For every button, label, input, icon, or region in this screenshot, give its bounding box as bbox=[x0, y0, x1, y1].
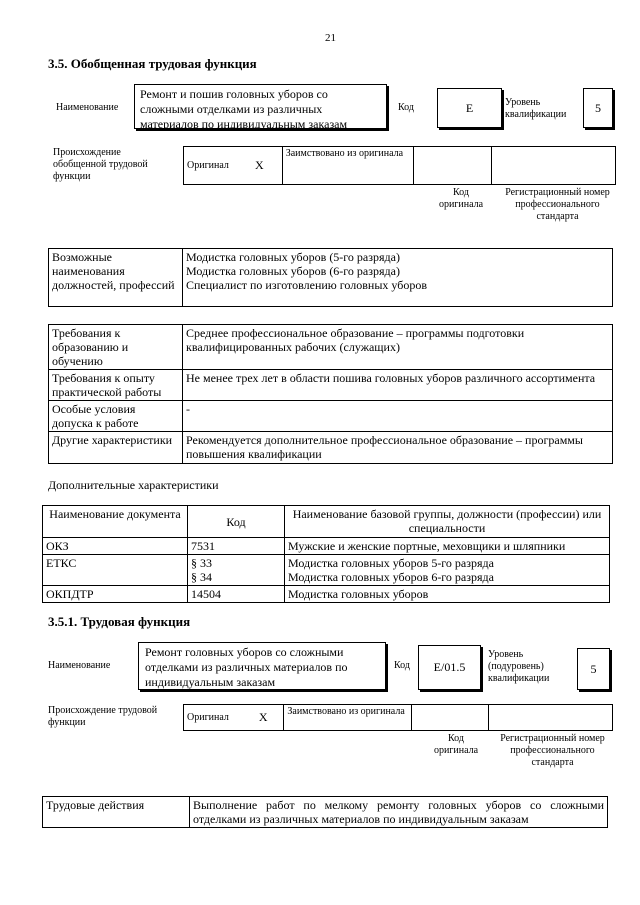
tf-original-label: Оригинал bbox=[184, 705, 256, 731]
position-item: Специалист по изготовлению головных уборов bbox=[186, 278, 427, 292]
row-code bbox=[188, 555, 285, 586]
code-value: E bbox=[437, 88, 502, 128]
table-row bbox=[43, 586, 610, 603]
row-name-item: Модистка головных уборов 6-го разряда bbox=[288, 570, 494, 584]
subsection-title: 3.5.1. Трудовая функция bbox=[48, 614, 191, 629]
tf-name-value: Ремонт головных уборов со сложными отделками из различных материалов по индивидуальным заказам bbox=[138, 642, 386, 690]
req-value-experience: Не менее трех лет в области пошива головных уборов различного ассортимента bbox=[183, 370, 613, 401]
actions-value: Выполнение работ по мелкому ремонту головных уборов со сложными отделками из различных материалов по индивидуальным заказам bbox=[190, 797, 608, 828]
header-name: Наименование базовой группы, должности (профессии) или специальности bbox=[285, 506, 610, 538]
name-value: Ремонт и пошив головных уборов со сложными отделками из различных материалов по индивидуальным заказам bbox=[134, 84, 387, 129]
row-name bbox=[285, 555, 610, 586]
tf-code-label: Код bbox=[394, 660, 410, 671]
positions-label: Возможные наименования должностей, профессий bbox=[49, 249, 183, 307]
req-value-conditions: - bbox=[183, 401, 613, 432]
tf-code-value: E/01.5 bbox=[418, 645, 481, 690]
row-code: 7531 bbox=[188, 538, 285, 555]
header-document: Наименование документа bbox=[43, 506, 188, 538]
origin-code-label: Код оригинала bbox=[438, 187, 484, 210]
original-mark: X bbox=[252, 147, 282, 185]
req-label-conditions: Особые условия допуска к работе bbox=[49, 401, 183, 432]
position-item: Модистка головных уборов (6-го разряда) bbox=[186, 264, 400, 278]
table-row bbox=[43, 555, 610, 586]
row-name-item: Модистка головных уборов 5-го разряда bbox=[288, 556, 494, 570]
header-code: Код bbox=[188, 506, 285, 538]
position-item: Модистка головных уборов (5-го разряда) bbox=[186, 250, 400, 264]
req-value-other: Рекомендуется дополнительное профессиональное образование – программы повышения квалификации bbox=[183, 432, 613, 464]
tf-origin-label: Происхождение трудовой функции bbox=[48, 705, 158, 728]
reg-number-label: Регистрационный номер профессионального стандарта bbox=[505, 187, 610, 222]
section-title: 3.5. Обобщенная трудовая функция bbox=[48, 56, 257, 71]
tf-original-mark: X bbox=[256, 705, 284, 731]
tf-level-label: Уровень (подуровень) квалификации bbox=[488, 649, 550, 684]
code-label: Код bbox=[398, 102, 414, 113]
level-value: 5 bbox=[583, 88, 613, 128]
name-label: Наименование bbox=[56, 102, 119, 113]
row-doc: ЕТКС bbox=[43, 555, 188, 586]
tf-origin-code-label: Код оригинала bbox=[433, 733, 479, 756]
origin-label: Происхождение обобщенной трудовой функции bbox=[53, 147, 148, 182]
borrowed-label: Заимствовано из оригинала bbox=[282, 147, 414, 185]
actions-label: Трудовые действия bbox=[43, 797, 190, 828]
req-value-education: Среднее профессиональное образование – программы подготовки квалифицированных рабочих (служащих) bbox=[183, 325, 613, 370]
tf-reg-number-label: Регистрационный номер профессионального стандарта bbox=[500, 733, 605, 768]
actions-table bbox=[42, 796, 608, 828]
row-name: Модистка головных уборов bbox=[285, 586, 610, 603]
additional-title: Дополнительные характеристики bbox=[48, 478, 219, 492]
page-number: 21 bbox=[325, 32, 336, 44]
req-label-education: Требования к образованию и обучению bbox=[49, 325, 183, 370]
additional-table bbox=[42, 505, 610, 603]
level-label: Уровень квалификации bbox=[505, 97, 567, 120]
row-code-item: § 34 bbox=[191, 570, 212, 584]
req-label-experience: Требования к опыту практической работы bbox=[49, 370, 183, 401]
original-label: Оригинал bbox=[184, 147, 252, 185]
tf-name-label: Наименование bbox=[48, 660, 111, 671]
tf-origin-table bbox=[183, 704, 613, 731]
row-code: 14504 bbox=[188, 586, 285, 603]
row-code-item: § 33 bbox=[191, 556, 212, 570]
requirements-table bbox=[48, 324, 613, 464]
row-name: Мужские и женские портные, меховщики и шляпники bbox=[285, 538, 610, 555]
row-doc: ОКПДТР bbox=[43, 586, 188, 603]
table-row bbox=[43, 538, 610, 555]
tf-borrowed-label: Заимствовано из оригинала bbox=[284, 705, 412, 731]
tf-level-value: 5 bbox=[577, 648, 610, 690]
positions-table bbox=[48, 248, 613, 307]
req-label-other: Другие характеристики bbox=[49, 432, 183, 464]
origin-table bbox=[183, 146, 616, 185]
row-doc: ОКЗ bbox=[43, 538, 188, 555]
